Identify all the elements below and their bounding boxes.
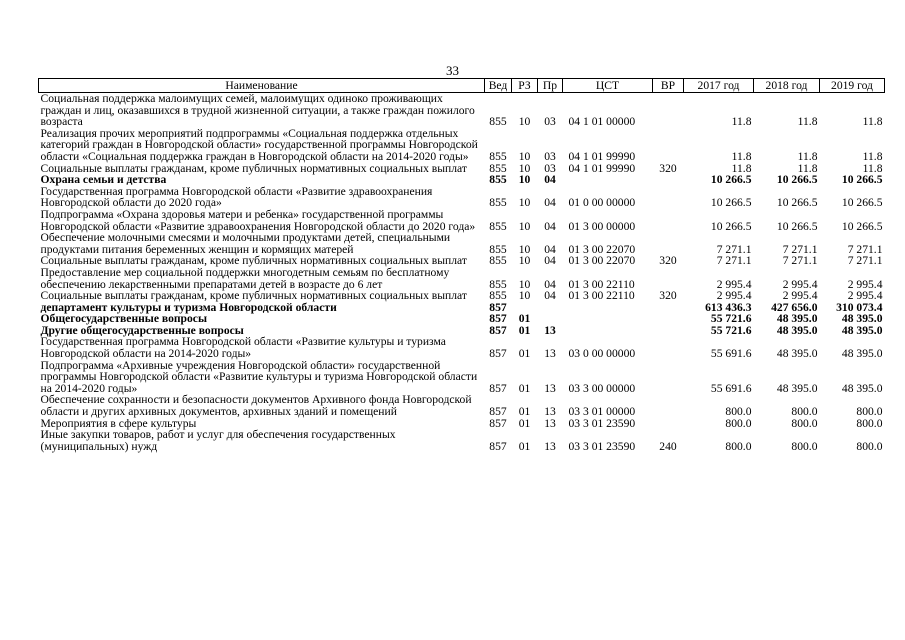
row-rz: 01	[518, 416, 531, 430]
row-rz: 01	[518, 323, 531, 337]
row-name: Мероприятия в сфере культуры	[40, 416, 197, 430]
row-ved: 855	[489, 149, 507, 163]
row-ved: 857	[489, 439, 507, 453]
row-2018: 11.8	[797, 149, 818, 163]
row-pr: 04	[544, 277, 556, 291]
table-row	[39, 429, 885, 452]
row-ved: 855	[489, 277, 507, 291]
row-pr: 04	[544, 219, 556, 233]
row-rz: 01	[518, 405, 531, 419]
row-cst	[563, 302, 653, 314]
row-vr	[653, 209, 684, 232]
row-ved: 857	[489, 300, 507, 314]
row-cst: 04 1 01 00000	[568, 115, 636, 129]
row-vr	[653, 174, 684, 186]
row-2017: 7 271.1	[716, 254, 752, 268]
row-rz: 01	[518, 439, 531, 453]
row-vr	[653, 313, 684, 325]
row-vr	[653, 128, 684, 163]
row-ved: 857	[489, 312, 507, 326]
row-rz: 10	[518, 254, 531, 268]
row-2018: 800.0	[791, 439, 818, 453]
row-2019: 11.8	[862, 161, 883, 175]
row-pr: 04	[544, 289, 556, 303]
row-2018: 7 271.1	[782, 254, 818, 268]
row-name: Социальные выплаты гражданам, кроме публичных нормативных социальных выплат	[40, 161, 467, 175]
row-ved: 855	[489, 254, 507, 268]
row-vr	[653, 325, 684, 337]
row-2018: 48 395.0	[776, 381, 818, 395]
row-2019: 48 395.0	[841, 312, 883, 326]
row-2017: 613 436.3	[705, 300, 752, 314]
row-name: Подпрограмма «Архивные учреждения Новгородской области» государственной программы Новгородской области «Развитие культуры и туризма Новгородской области на 2014-2020 годы»	[40, 358, 478, 395]
row-2018: 800.0	[791, 416, 818, 430]
row-2018: 11.8	[797, 115, 818, 129]
table-row	[39, 186, 885, 209]
row-2017: 800.0	[725, 405, 752, 419]
row-ved: 855	[489, 115, 507, 129]
row-ved: 857	[489, 323, 507, 337]
row-name: Охрана семьи и детства	[40, 173, 167, 187]
row-2019: 310 073.4	[836, 300, 883, 314]
row-2017: 10 266.5	[710, 196, 752, 210]
row-name: Обеспечение молочными смесями и молочными продуктами детей, специальными продуктами питания беременных женщин и кормящих матерей	[40, 231, 451, 256]
row-name: Обеспечение сохранности и безопасности документов Архивного фонда Новгородской области и других архивных документов, архивных зданий и помещений	[40, 393, 472, 419]
row-2019: 2 995.4	[847, 277, 883, 291]
table-row	[39, 128, 885, 163]
row-cst: 03 3 01 23590	[568, 416, 636, 430]
row-pr: 03	[544, 149, 556, 163]
header-2018: 2018 год	[754, 79, 820, 93]
row-pr: 03	[544, 161, 556, 175]
row-ved: 857	[489, 405, 507, 419]
row-rz: 01	[518, 381, 531, 395]
table-row	[39, 360, 885, 395]
row-name: Другие общегосударственные вопросы	[40, 323, 244, 337]
row-vr	[653, 232, 684, 255]
row-2019: 48 395.0	[841, 381, 883, 395]
row-rz: 10	[518, 289, 531, 303]
row-2018: 10 266.5	[776, 196, 818, 210]
row-name: Предоставление мер социальной поддержки многодетным семьям по бесплатному обеспечению лекарственными препаратами детей в возрасте до 6 лет	[40, 265, 450, 291]
header-vr: ВР	[653, 79, 684, 93]
row-pr: 13	[544, 405, 556, 419]
row-vr	[653, 360, 684, 395]
row-cst: 01 3 00 22110	[568, 289, 635, 303]
row-2017: 2 995.4	[716, 277, 752, 291]
row-rz: 10	[518, 149, 531, 163]
row-ved: 855	[489, 219, 507, 233]
row-2019: 7 271.1	[847, 254, 883, 268]
row-name: Государственная программа Новгородской области «Развитие культуры и туризма Новгородской области на 2014-2020 годы»	[40, 335, 446, 361]
row-cst: 01 3 00 00000	[568, 219, 636, 233]
row-2017: 10 266.5	[710, 173, 752, 187]
row-2017: 800.0	[725, 416, 752, 430]
table-row	[39, 174, 885, 186]
row-2017: 11.8	[731, 149, 752, 163]
row-2017: 7 271.1	[716, 242, 752, 256]
row-cst: 03 3 01 23590	[568, 439, 636, 453]
row-vr	[653, 336, 684, 359]
row-cst: 01 3 00 22070	[568, 242, 636, 256]
row-vr: 320	[659, 254, 677, 268]
row-rz: 10	[518, 219, 531, 233]
header-ved: Вед	[485, 79, 512, 93]
table-row	[39, 209, 885, 232]
row-cst	[563, 313, 653, 325]
row-ved: 855	[489, 242, 507, 256]
row-2018: 2 995.4	[782, 289, 818, 303]
row-name: Социальные выплаты гражданам, кроме публичных нормативных социальных выплат	[40, 289, 467, 303]
row-2018: 2 995.4	[782, 277, 818, 291]
row-rz: 10	[518, 173, 531, 187]
table-body	[39, 93, 885, 453]
row-name: Государственная программа Новгородской области «Развитие здравоохранения Новгородской области до 2020 года»	[40, 184, 433, 210]
row-2019: 10 266.5	[841, 219, 883, 233]
row-2018: 10 266.5	[776, 173, 818, 187]
row-ved: 855	[489, 196, 507, 210]
row-2019: 11.8	[862, 115, 883, 129]
table-row	[39, 93, 885, 128]
table-row	[39, 232, 885, 255]
row-2017: 55 721.6	[710, 312, 752, 326]
row-vr	[653, 267, 684, 290]
row-vr	[653, 418, 684, 430]
row-pr: 13	[544, 416, 556, 430]
row-pr: 13	[544, 347, 556, 361]
row-2017: 55 721.6	[710, 323, 752, 337]
row-vr: 320	[659, 289, 677, 303]
header-cst: ЦСТ	[563, 79, 653, 93]
row-2019: 10 266.5	[841, 173, 883, 187]
row-cst	[563, 325, 653, 337]
row-ved: 855	[489, 173, 507, 187]
header-pr: Пр	[538, 79, 563, 93]
row-pr: 13	[544, 439, 556, 453]
header-2017: 2017 год	[684, 79, 754, 93]
row-pr: 04	[544, 173, 556, 187]
row-2018: 48 395.0	[776, 347, 818, 361]
row-2018: 48 395.0	[776, 323, 818, 337]
budget-table	[38, 78, 885, 452]
table-header	[39, 79, 885, 93]
row-pr: 04	[544, 196, 556, 210]
row-2017: 10 266.5	[710, 219, 752, 233]
row-cst: 03 3 00 00000	[568, 381, 636, 395]
row-cst: 04 1 01 99990	[568, 149, 636, 163]
row-cst: 01 3 00 22110	[568, 277, 635, 291]
row-2018: 48 395.0	[776, 312, 818, 326]
table-row	[39, 267, 885, 290]
row-2017: 11.8	[731, 115, 752, 129]
row-cst: 04 1 01 99990	[568, 161, 636, 175]
row-ved: 855	[489, 289, 507, 303]
row-pr: 04	[544, 254, 556, 268]
row-2019: 7 271.1	[847, 242, 883, 256]
row-2019: 800.0	[856, 439, 883, 453]
row-2017: 55 691.6	[710, 347, 752, 361]
row-rz: 10	[518, 115, 531, 129]
row-rz: 01	[518, 347, 531, 361]
row-name: Общегосударственные вопросы	[40, 312, 207, 326]
row-pr: 13	[544, 381, 556, 395]
row-pr: 13	[544, 323, 556, 337]
table-row	[39, 336, 885, 359]
row-ved: 857	[489, 347, 507, 361]
row-2019: 48 395.0	[841, 323, 883, 337]
row-rz: 10	[518, 242, 531, 256]
header-rz: РЗ	[512, 79, 538, 93]
row-vr: 240	[659, 439, 677, 453]
row-cst: 03 0 00 00000	[568, 347, 636, 361]
row-2017: 55 691.6	[710, 381, 752, 395]
row-pr: 03	[544, 115, 556, 129]
row-2019: 48 395.0	[841, 347, 883, 361]
row-2019: 800.0	[856, 405, 883, 419]
table-row	[39, 290, 885, 302]
row-name: Подпрограмма «Охрана здоровья матери и ребенка» государственной программы Новгородской области «Развитие здравоохранения Новгородской области до 2020 года»	[40, 207, 476, 233]
row-ved: 857	[489, 381, 507, 395]
row-ved: 855	[489, 161, 507, 175]
row-2018: 427 656.0	[771, 300, 818, 314]
row-ved: 857	[489, 416, 507, 430]
page-number: 33	[446, 63, 459, 78]
row-2017: 2 995.4	[716, 289, 752, 303]
row-2018: 7 271.1	[782, 242, 818, 256]
row-name: Иные закупки товаров, работ и услуг для обеспечения государственных (муниципальных) нужд	[40, 428, 396, 453]
row-vr	[653, 93, 684, 128]
row-rz: 10	[518, 196, 531, 210]
row-cst: 03 3 01 00000	[568, 405, 636, 419]
header-2019: 2019 год	[820, 79, 885, 93]
row-2017: 11.8	[731, 161, 752, 175]
row-pr: 04	[544, 242, 556, 256]
row-2018: 11.8	[797, 161, 818, 175]
row-2018: 10 266.5	[776, 219, 818, 233]
header-name: Наименование	[39, 79, 485, 93]
row-cst: 01 3 00 22070	[568, 254, 636, 268]
row-rz: 01	[518, 312, 531, 326]
row-name: Реализация прочих мероприятий подпрограммы «Социальная поддержка отдельных категорий граждан в Новгородской области» государственной программы Новгородской области «Социальная поддержка граждан в Новгородской области на 2014-2020 годы»	[40, 126, 478, 163]
row-vr	[653, 302, 684, 314]
row-2017: 800.0	[725, 439, 752, 453]
row-2019: 800.0	[856, 416, 883, 430]
row-cst	[563, 174, 653, 186]
row-2019: 2 995.4	[847, 289, 883, 303]
row-2019: 11.8	[862, 149, 883, 163]
row-rz: 10	[518, 161, 531, 175]
row-vr	[653, 394, 684, 417]
row-2019: 10 266.5	[841, 196, 883, 210]
row-2018: 800.0	[791, 405, 818, 419]
row-name: Социальная поддержка малоимущих семей, малоимущих одиноко проживающих граждан и лиц, оказавшихся в трудной жизненной ситуации, а также граждан пожилого возраста	[40, 92, 475, 129]
row-name: Социальные выплаты гражданам, кроме публичных нормативных социальных выплат	[40, 254, 467, 268]
row-vr	[653, 186, 684, 209]
row-cst: 01 0 00 00000	[568, 196, 636, 210]
table-row	[39, 394, 885, 417]
row-vr: 320	[659, 161, 677, 175]
row-name: департамент культуры и туризма Новгородской области	[40, 300, 337, 314]
row-rz: 10	[518, 277, 531, 291]
row-pr	[538, 302, 563, 314]
